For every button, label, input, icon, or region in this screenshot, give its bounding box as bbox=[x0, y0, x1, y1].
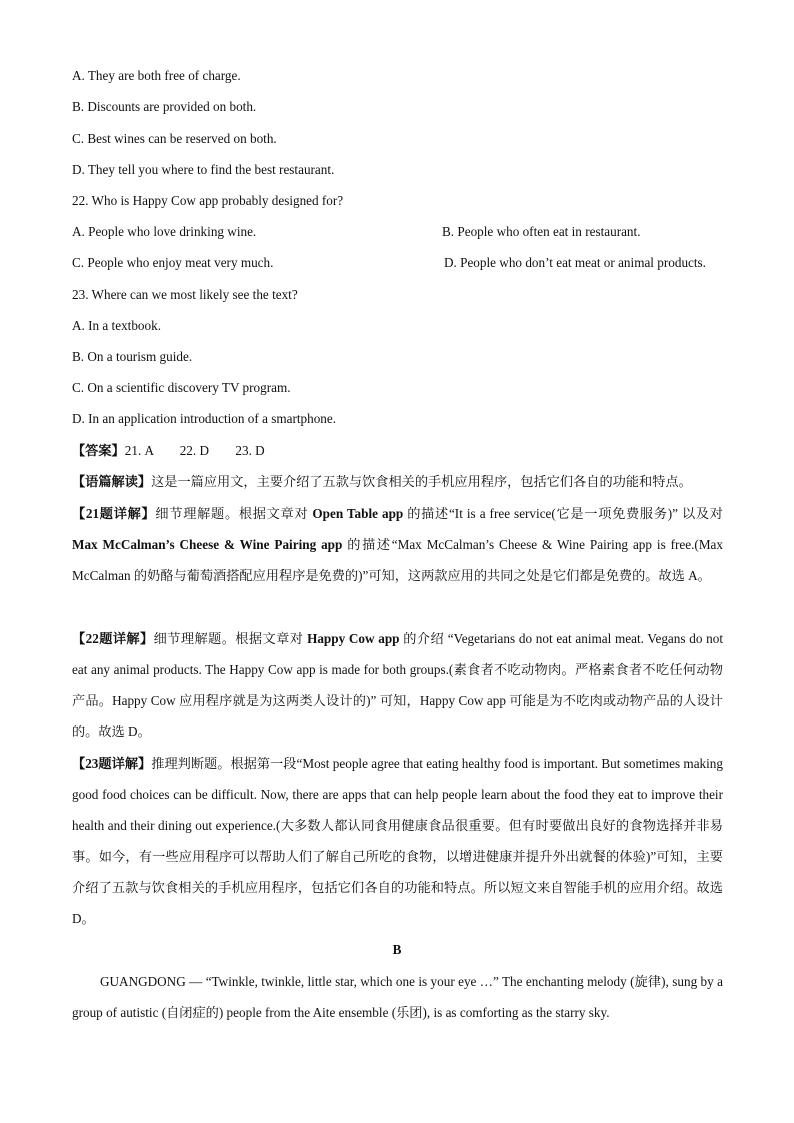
summary-line bbox=[72, 473, 732, 491]
answer-text: 21. A 22. D 23. D bbox=[124, 443, 265, 458]
explain22-label: 【22题详解】 bbox=[72, 631, 154, 646]
explain22-text-1: 细节理解题。根据文章对 bbox=[153, 631, 308, 646]
explain23-label: 【23题详解】 bbox=[72, 756, 152, 771]
explain23-paragraph bbox=[72, 748, 723, 934]
q23-option-d: D. In an application introduction of a smartphone. bbox=[72, 411, 337, 426]
explain23-text: 推理判断题。根据第一段“Most people agree that eating healthy food is important. But sometimes making good food choices can be difficult. Now, there are apps that can help people learn about the food they eat to improve their health and their dining out experience.(大多数人都认同食用健康食品很重要。但有时要做出良好的食物选择并非易事。如今，有一些应用程序可以帮助人们了解自己所吃的食物，以增进健康并提升外出就餐的体验)”可知，主要介绍了五款与饮食相关的手机应用程序，包括它们各自的功能和特点。所以短文来自智能手机的应用介绍。故选 D。 bbox=[72, 756, 723, 926]
explain21-app-name-2: Max McCalman’s Cheese & Wine Pairing app bbox=[72, 537, 343, 552]
explain22-app-name: Happy Cow app bbox=[307, 631, 400, 646]
q22-option-b: B. People who often eat in restaurant. bbox=[442, 224, 641, 239]
q23-question: 23. Where can we most likely see the text? bbox=[72, 287, 298, 302]
explain21-label: 【21题详解】 bbox=[72, 506, 156, 521]
explain21-paragraph bbox=[72, 498, 723, 591]
q22-option-a: A. People who love drinking wine. bbox=[72, 224, 257, 239]
q22-option-c: C. People who enjoy meat very much. bbox=[72, 255, 274, 270]
q23-option-c: C. On a scientific discovery TV program. bbox=[72, 380, 291, 395]
q21-option-a: A. They are both free of charge. bbox=[72, 68, 241, 83]
answer-line bbox=[72, 442, 265, 460]
q23-option-b: B. On a tourism guide. bbox=[72, 349, 193, 364]
explain21-text-2: 的描述“It is a free service(它是一项免费服务)” 以及对 bbox=[403, 506, 723, 521]
q21-option-c: C. Best wines can be reserved on both. bbox=[72, 131, 277, 146]
answer-label: 【答案】 bbox=[72, 443, 125, 458]
explain22-paragraph bbox=[72, 623, 723, 747]
explain21-app-name-1: Open Table app bbox=[312, 506, 404, 521]
q21-option-b: B. Discounts are provided on both. bbox=[72, 99, 257, 114]
summary-text: 这是一篇应用文，主要介绍了五款与饮食相关的手机应用程序，包括它们各自的功能和特点。 bbox=[151, 474, 692, 489]
section-b-paragraph: GUANGDONG — “Twinkle, twinkle, little star, which one is your eye …” The enchanting melody (旋律), sung by a group of autistic (自闭症的) people from the Aite ensemble (乐团), is as comforting as the starry sky. bbox=[72, 974, 723, 1020]
explain21-text-1: 细节理解题。根据文章对 bbox=[155, 506, 313, 521]
q22-question: 22. Who is Happy Cow app probably designed for? bbox=[72, 193, 344, 208]
q22-option-d: D. People who don’t eat meat or animal products. bbox=[444, 255, 706, 270]
q21-option-d: D. They tell you where to find the best restaurant. bbox=[72, 162, 335, 177]
q23-option-a: A. In a textbook. bbox=[72, 318, 161, 333]
explain22-text-2: 的介绍 “Vegetarians do not eat animal meat. Vegans do not eat any animal products. The Happy Cow app is made for both groups.(素食者不吃动物肉。严格素食者不吃任何动物产品。Happy Cow 应用程序就是为这两类人设计的)” 可知，Happy Cow app 可能是为不吃肉或动物产品的人设计的。故选 D。 bbox=[72, 631, 723, 739]
explain21-text-3: 的描述“Max McCalman’s Cheese & Wine Pairing app is free.(Max McCalman 的奶酪与葡萄酒搭配应用程序是免费的)”可知，这两款应用的共同之处是它们都是免费的。故选 A。 bbox=[72, 537, 723, 583]
section-b-heading: B bbox=[392, 942, 402, 957]
summary-label: 【语篇解读】 bbox=[72, 474, 152, 489]
